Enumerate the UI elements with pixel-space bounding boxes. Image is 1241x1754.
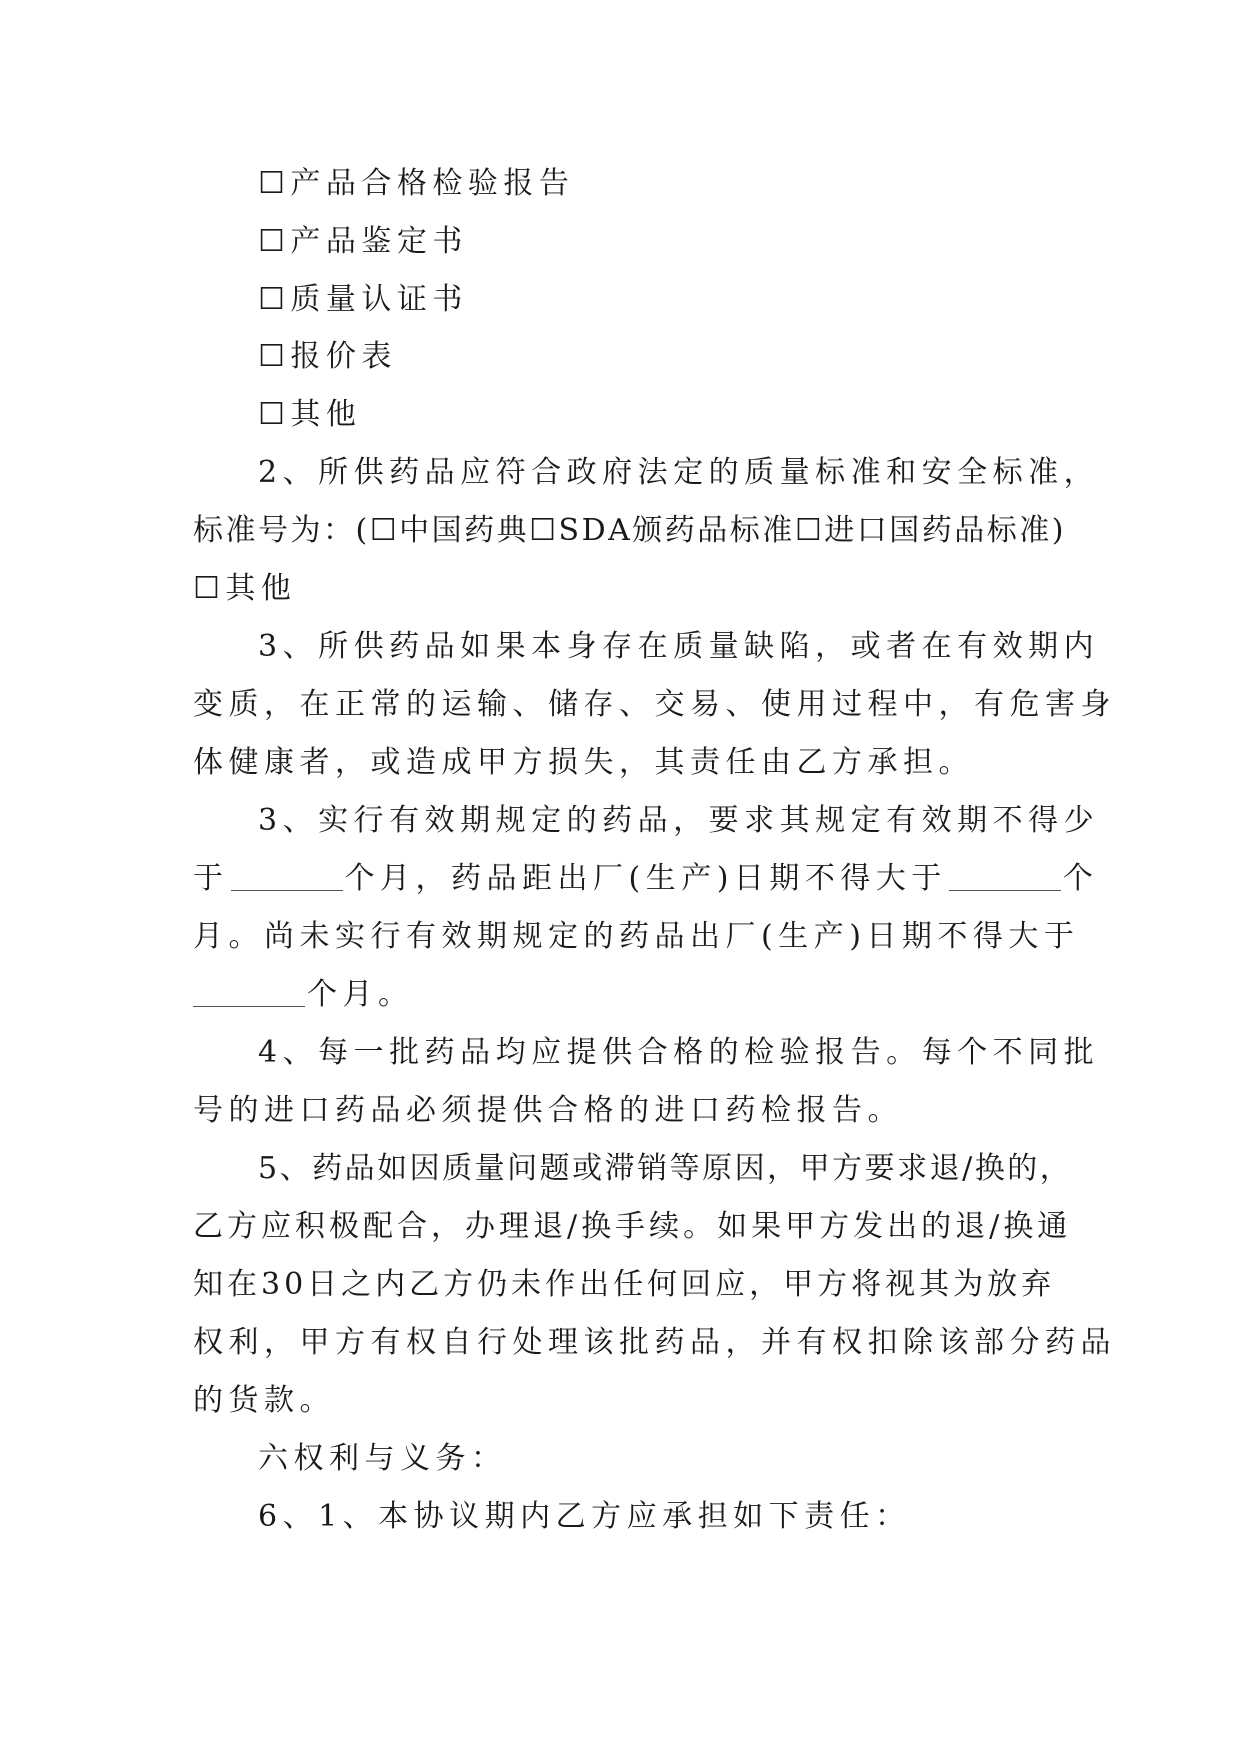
clause-3a-line: 3、所供药品如果本身存在质量缺陷，或者在有效期内 [258,629,1100,664]
standard-option: SDA颁药品标准 [558,513,795,548]
checkbox-square[interactable]: ☐ [258,166,291,201]
clause-4-line: 4、每一批药品均应提供合格的检验报告。每个不同批 [258,1035,1100,1070]
checkbox-square[interactable]: ☐ [258,224,291,259]
checkbox-item [258,218,1058,266]
clause-5-line: 权利，甲方有权自行处理该批药品，并有权扣除该部分药品 [193,1325,1116,1360]
fill-in-blank[interactable] [231,858,343,891]
clause-2-line: 2、所供药品应符合政府法定的质量标准和安全标准， [258,455,1100,490]
clause-5-line: 5、药品如因质量问题或滞销等原因，甲方要求退/换的， [258,1151,1073,1186]
clause-2-other-line [193,565,1058,613]
clause-text: 于 [193,861,229,896]
checkbox-label: 其他 [225,571,297,606]
checkbox-item [258,333,1058,381]
checkbox-square[interactable]: ☐ [794,513,825,548]
standard-option: 中国药典 [399,513,530,548]
checkbox-label: 其他 [290,397,362,432]
checkbox-label: 产品鉴定书 [290,224,468,259]
checkbox-label: 报价表 [290,339,397,374]
clause-3b-line: 月。尚未实行有效期规定的药品出厂(生产)日期不得大于 [193,919,1080,954]
clause-5-line: 的货款。 [193,1383,335,1418]
standard-prefix: 标准号为：( [193,513,370,548]
clause-4-line: 号的进口药品必须提供合格的进口药检报告。 [193,1093,903,1128]
clause-3b-line: 3、实行有效期规定的药品，要求其规定有效期不得少 [258,803,1100,838]
checkbox-square[interactable]: ☐ [258,339,291,374]
section-6-heading: 六权利与义务： [258,1441,507,1476]
clause-3b-line [193,855,1099,903]
checkbox-square[interactable]: ☐ [258,397,291,432]
checkbox-item [258,160,1058,208]
checkbox-label: 产品合格检验报告 [290,166,575,201]
checkbox-square[interactable]: ☐ [193,571,226,606]
checkbox-item [258,276,1058,324]
clause-2-standards-line [193,507,1066,555]
checkbox-square[interactable]: ☐ [369,513,400,548]
clause-6-1-line: 6、1、本协议期内乙方应承担如下责任： [258,1499,911,1534]
checkbox-label: 质量认证书 [290,282,468,317]
clause-text: 个 [1062,861,1099,896]
clause-text: 个月。 [307,977,414,1012]
clause-text: 个月，药品距出厂(生产)日期不得大于 [344,861,947,896]
fill-in-blank[interactable] [193,974,305,1007]
clause-3a-line: 变质，在正常的运输、储存、交易、使用过程中，有危害身 [193,687,1116,722]
checkbox-square[interactable]: ☐ [529,513,559,548]
clause-5-line: 知在30日之内乙方仍未作出任何回应，甲方将视其为放弃 [193,1267,1056,1302]
checkbox-item [258,391,1058,439]
checkbox-square[interactable]: ☐ [258,282,291,317]
fill-in-blank[interactable] [949,858,1061,891]
clause-5-line: 乙方应积极配合，办理退/换手续。如果甲方发出的退/换通 [193,1209,1072,1244]
clause-3b-line [193,971,1058,1019]
clause-3a-line: 体健康者，或造成甲方损失，其责任由乙方承担。 [193,745,974,780]
standard-option: 进口国药品标准) [824,513,1066,548]
